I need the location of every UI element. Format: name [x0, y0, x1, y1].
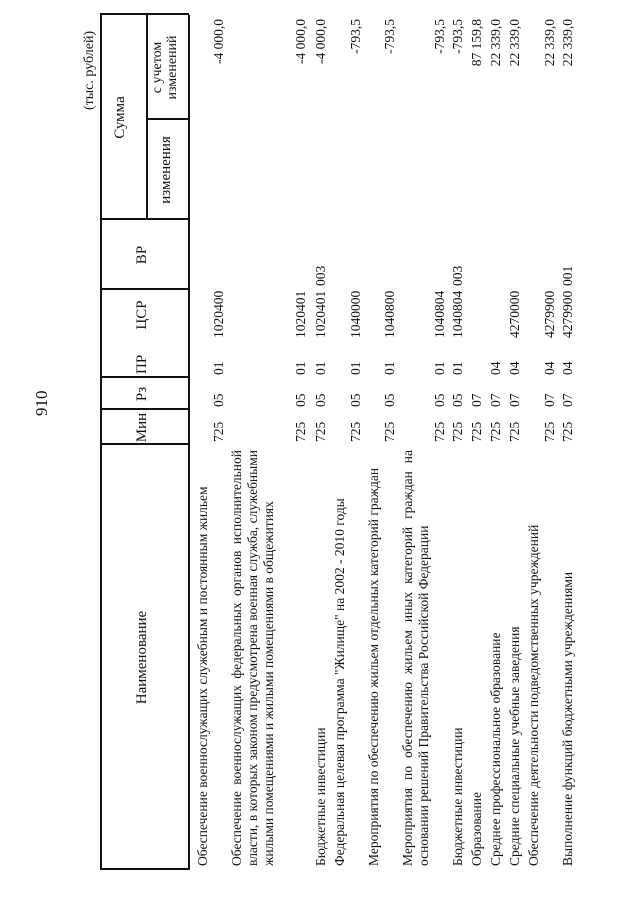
header-with-changes: с учетом изменений — [150, 35, 181, 100]
row-total: 22 339,0 — [507, 19, 522, 67]
row-pr: 01 — [382, 361, 397, 375]
row-total: 22 339,0 — [488, 19, 503, 67]
row-pr: 01 — [348, 361, 363, 375]
row-rz: 07 — [488, 393, 503, 407]
row-name: Бюджетные инвестиции — [313, 727, 328, 866]
row-min: 725 — [542, 421, 557, 442]
header-pr: ПР — [134, 354, 150, 374]
row-total: 22 339,0 — [542, 19, 557, 67]
row-name: Обеспечение военнослужащих служебным и постоянным жильем — [195, 486, 210, 866]
row-total: -793,5 — [382, 19, 397, 54]
row-min: 725 — [469, 421, 484, 442]
row-name: Образование — [469, 792, 484, 866]
row-pr: 01 — [293, 361, 308, 375]
header-name: Наименование — [134, 610, 150, 705]
row-rz: 05 — [293, 393, 308, 407]
row-csr: 1020400 — [211, 290, 226, 338]
row-total: -4 000,0 — [293, 19, 308, 64]
table-top-border — [100, 15, 102, 870]
page-number: 910 — [32, 390, 51, 416]
header-sum: Сумма — [112, 96, 128, 139]
row-rz: 05 — [348, 393, 363, 407]
row-total: -793,5 — [450, 19, 465, 54]
units-label: (тыс. рублей) — [82, 30, 97, 110]
row-csr: 1040804 — [432, 290, 447, 338]
table-header-bottom-border — [188, 15, 190, 870]
header-min: Мин — [134, 412, 150, 443]
header-changes: изменения — [158, 136, 174, 204]
row-csr: 1020401 — [313, 290, 328, 338]
row-csr: 4279900 — [560, 290, 575, 338]
row-total: -4 000,0 — [313, 19, 328, 64]
row-vr: 003 — [313, 265, 328, 286]
row-rz: 05 — [382, 393, 397, 407]
row-total: -793,5 — [348, 19, 363, 54]
row-min: 725 — [488, 421, 503, 442]
row-min: 725 — [348, 421, 363, 442]
row-pr: 04 — [542, 361, 557, 375]
row-csr: 1020401 — [293, 290, 308, 338]
row-name: Выполнение функций бюджетными учреждениями — [560, 571, 575, 866]
row-name: Обеспечение деятельности подведомственных учреждений — [526, 524, 541, 866]
row-name: Средние специальные учебные заведения — [507, 626, 522, 866]
row-csr: 1040800 — [382, 290, 397, 338]
row-csr: 4270000 — [507, 290, 522, 338]
row-rz: 07 — [560, 393, 575, 407]
row-total: 87 159,8 — [469, 19, 484, 67]
header-vr: ВР — [134, 245, 150, 265]
row-rz: 05 — [432, 393, 447, 407]
row-pr: 01 — [450, 361, 465, 375]
row-name: Бюджетные инвестиции — [450, 727, 465, 866]
row-min: 725 — [450, 421, 465, 442]
row-pr: 04 — [560, 361, 575, 375]
row-csr: 1040000 — [348, 290, 363, 338]
row-name: Среднее профессиональное образование — [488, 632, 503, 866]
row-pr: 01 — [432, 361, 447, 375]
header-csr: ЦСР — [134, 300, 150, 330]
header-rz: Рз — [134, 386, 150, 402]
row-total: 22 339,0 — [560, 19, 575, 67]
row-pr: 01 — [211, 361, 226, 375]
row-rz: 05 — [313, 393, 328, 407]
row-name: Мероприятия по обеспечению жильем отдельных категорий граждан — [366, 467, 381, 866]
sum-subheader-border — [146, 15, 148, 220]
row-min: 725 — [211, 421, 226, 442]
row-rz: 07 — [469, 393, 484, 407]
row-min: 725 — [382, 421, 397, 442]
row-rz: 07 — [507, 393, 522, 407]
row-min: 725 — [313, 421, 328, 442]
row-csr: 4279900 — [542, 290, 557, 338]
row-name: Обеспечение военнослужащих федеральных органов исполнительной власти, в которых законом предусмотрена военная служба, служебными жилыми помещениями и жилыми помещениями в общежитиях — [229, 450, 276, 866]
row-vr: 001 — [560, 265, 575, 286]
row-csr: 1040804 — [450, 290, 465, 338]
row-rz: 07 — [542, 393, 557, 407]
row-name: Федеральная целевая программа "Жилище" на 2002 - 2010 годы — [332, 498, 347, 866]
row-min: 725 — [560, 421, 575, 442]
row-min: 725 — [507, 421, 522, 442]
row-rz: 05 — [450, 393, 465, 407]
row-pr: 04 — [507, 361, 522, 375]
row-name: Мероприятия по обеспечению жильем иных категорий граждан на основании решений Правительства Российской Федерации — [400, 450, 431, 866]
row-vr: 003 — [450, 265, 465, 286]
row-min: 725 — [432, 421, 447, 442]
row-pr: 01 — [313, 361, 328, 375]
row-min: 725 — [293, 421, 308, 442]
row-total: -4 000,0 — [211, 19, 226, 64]
row-pr: 04 — [488, 361, 503, 375]
row-total: -793,5 — [432, 19, 447, 54]
row-rz: 05 — [211, 393, 226, 407]
